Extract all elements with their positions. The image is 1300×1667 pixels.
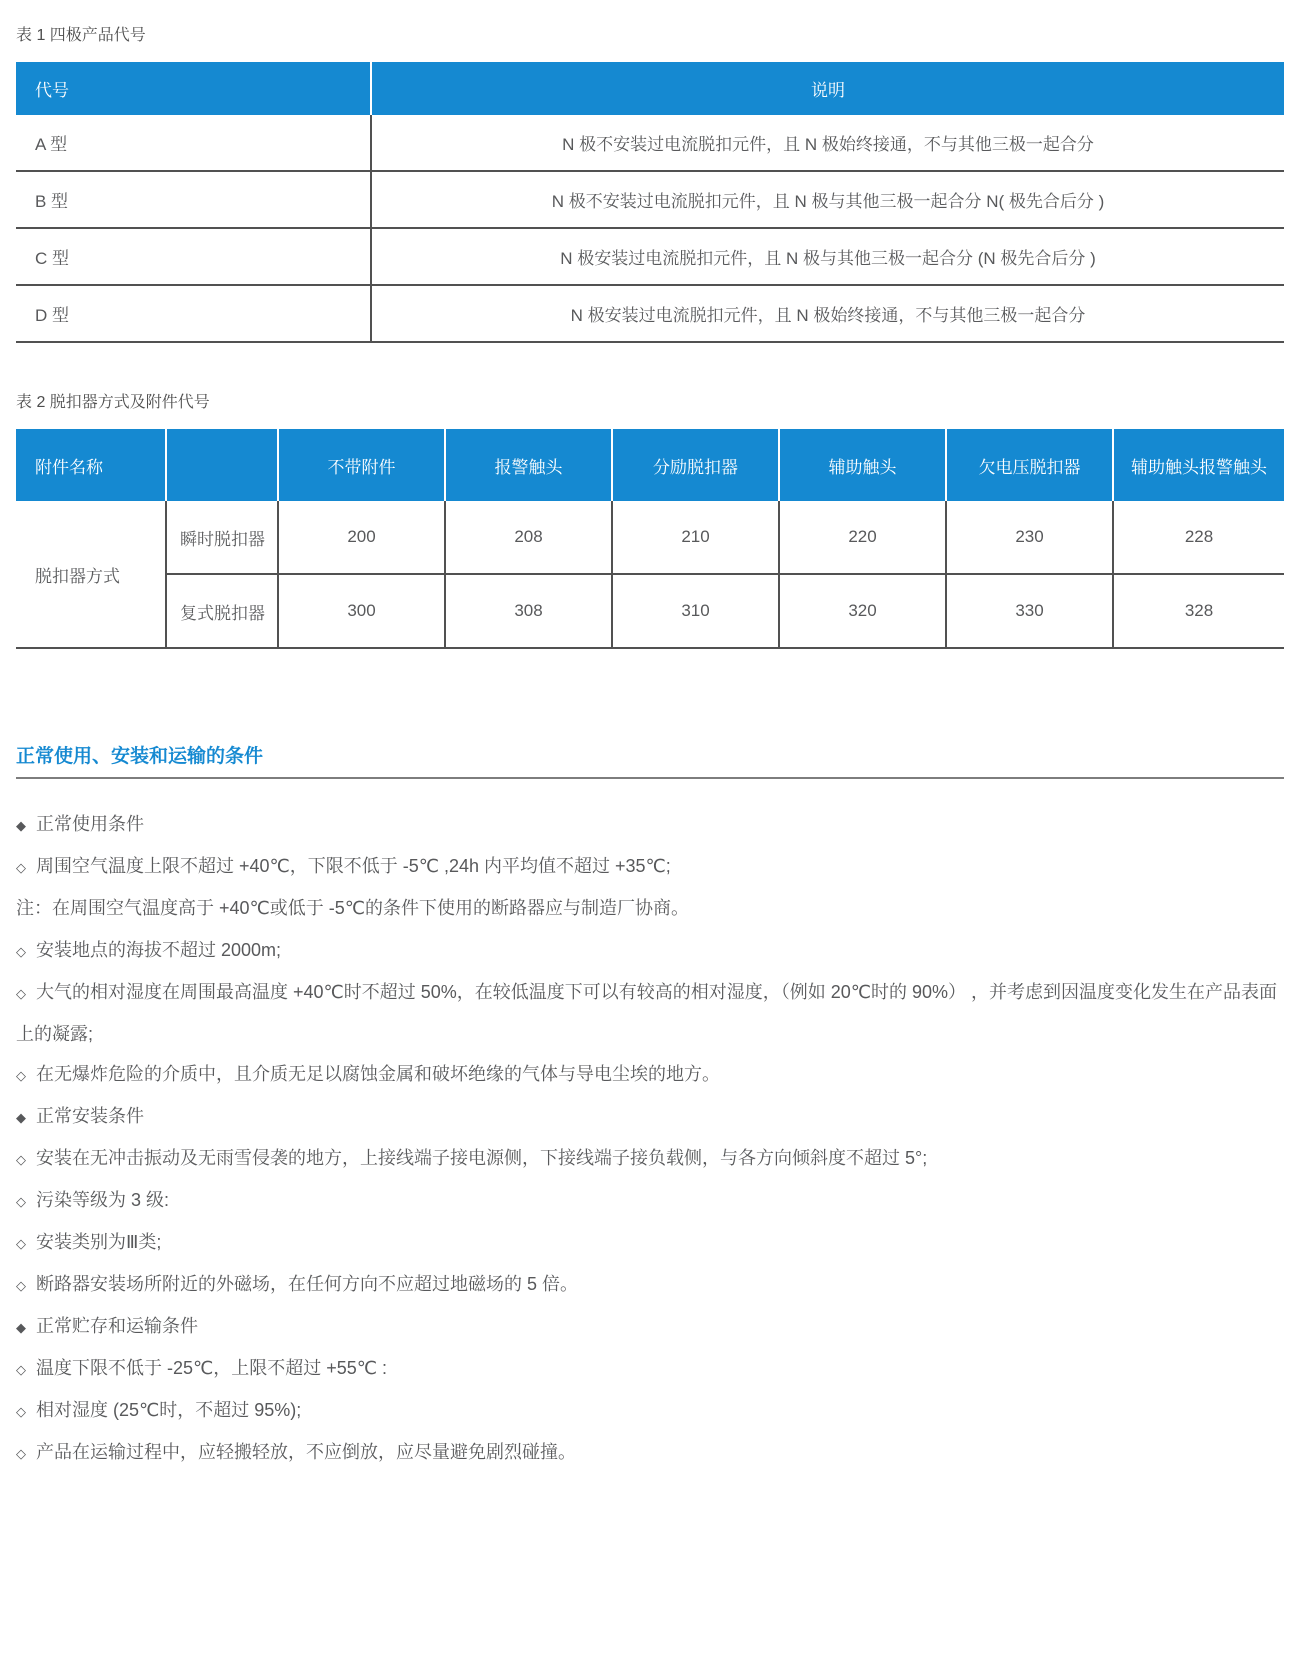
diamond-bullet: ◇ [16,1446,26,1461]
code-value: 308 [445,574,612,648]
condition-text: 产品在运输过程中，应轻搬轻放，不应倒放，应尽量避免剧烈碰撞。 [36,1442,576,1462]
type-desc-cell: N 极安装过电流脱扣元件，且 N 极始终接通，不与其他三极一起合分 [371,285,1284,342]
condition-text: 注：在周围空气温度高于 +40℃或低于 -5℃的条件下使用的断路器应与制造厂协商。 [16,898,689,918]
condition-text: 大气的相对湿度在周围最高温度 +40℃时不超过 50%，在较低温度下可以有较高的相对湿度，（例如 20℃时的 90%） ，并考虑到因温度变化发生在产品表面上的凝露; [16,982,1278,1044]
code-value: 330 [946,574,1113,648]
condition-line [16,1264,1284,1306]
table2-header-shunt-release: 分励脱扣器 [612,429,779,501]
section-heading: 正常使用、安装和运输的条件 [16,741,1284,779]
table2-header-aux-contact: 辅助触头 [779,429,946,501]
diamond-bullet: ◇ [16,1068,26,1083]
table1-header-desc: 说明 [371,62,1284,115]
table2-title: 表 2 脱扣器方式及附件代号 [16,394,210,411]
diamond-bullet: ◇ [16,1194,26,1209]
table-row [16,285,1284,342]
diamond-bullet: ◇ [16,1278,26,1293]
code-value: 320 [779,574,946,648]
condition-line [16,1054,1284,1096]
condition-line [16,1096,1284,1138]
table1-header-row [16,62,1284,115]
condition-text: 周围空气温度上限不超过 +40℃，下限不低于 -5℃ ,24h 内平均值不超过 +35℃; [36,856,671,876]
condition-text: 污染等级为 3 级: [36,1190,170,1210]
code-value: 328 [1113,574,1284,648]
condition-text: 安装地点的海拔不超过 2000m; [36,940,282,960]
condition-line [16,888,1284,930]
diamond-bullet: ◇ [16,860,26,875]
code-value: 230 [946,501,1113,574]
condition-text: 正常使用条件 [36,814,144,834]
type-code-cell: D 型 [16,285,371,342]
table2-header-undervoltage-release: 欠电压脱扣器 [946,429,1113,501]
condition-line [16,1348,1284,1390]
row-group-label: 脱扣器方式 [16,501,166,648]
table2-header-aux-alarm-contact: 辅助触头报警触头 [1113,429,1284,501]
diamond-bullet: ◆ [16,818,26,833]
condition-line [16,1222,1284,1264]
code-value: 208 [445,501,612,574]
condition-line [16,1390,1284,1432]
condition-line [16,1306,1284,1348]
condition-text: 正常贮存和运输条件 [36,1316,198,1336]
condition-text: 相对湿度 (25℃时，不超过 95%); [36,1400,302,1420]
table2-header-accessory-name: 附件名称 [16,429,166,501]
condition-line [16,972,1284,1054]
table-row [16,228,1284,285]
condition-line [16,930,1284,972]
table1-title: 表 1 四极产品代号 [16,27,146,44]
table-row [16,171,1284,228]
table2-header-blank [166,429,278,501]
condition-text: 在无爆炸危险的介质中，且介质无足以腐蚀金属和破坏绝缘的气体与导电尘埃的地方。 [36,1064,720,1084]
code-value: 200 [278,501,445,574]
type-desc-cell: N 极不安装过电流脱扣元件，且 N 极与其他三极一起合分 N( 极先合后分 ) [371,171,1284,228]
row-label: 瞬时脱扣器 [166,501,278,574]
type-code-cell: C 型 [16,228,371,285]
condition-text: 断路器安装场所附近的外磁场，在任何方向不应超过地磁场的 5 倍。 [36,1274,579,1294]
code-value: 220 [779,501,946,574]
type-code-cell: A 型 [16,115,371,171]
condition-line [16,1180,1284,1222]
table1-product-codes [16,62,1284,343]
diamond-bullet: ◆ [16,1320,26,1335]
diamond-bullet: ◇ [16,944,26,959]
diamond-bullet: ◆ [16,1110,26,1125]
diamond-bullet: ◇ [16,986,26,1001]
diamond-bullet: ◇ [16,1152,26,1167]
table-row [16,574,1284,648]
code-value: 228 [1113,501,1284,574]
diamond-bullet: ◇ [16,1404,26,1419]
diamond-bullet: ◇ [16,1236,26,1251]
condition-line [16,804,1284,846]
code-value: 210 [612,501,779,574]
type-desc-cell: N 极不安装过电流脱扣元件，且 N 极始终接通，不与其他三极一起合分 [371,115,1284,171]
condition-text: 安装在无冲击振动及无雨雪侵袭的地方，上接线端子接电源侧，下接线端子接负载侧，与各方向倾斜度不超过 5°; [36,1148,928,1168]
code-value: 310 [612,574,779,648]
condition-text: 温度下限不低于 -25℃，上限不超过 +55℃ : [36,1358,387,1378]
table-row [16,501,1284,574]
condition-line [16,846,1284,888]
condition-text: 正常安装条件 [36,1106,144,1126]
code-value: 300 [278,574,445,648]
conditions-list [16,804,1284,1474]
table1-header-code: 代号 [16,62,371,115]
row-label: 复式脱扣器 [166,574,278,648]
table2-header-row [16,429,1284,501]
table2-trip-unit-codes [16,429,1284,649]
table-row [16,115,1284,171]
table2-header-no-accessory: 不带附件 [278,429,445,501]
condition-text: 安装类别为Ⅲ类; [36,1232,162,1252]
condition-line [16,1138,1284,1180]
diamond-bullet: ◇ [16,1362,26,1377]
type-code-cell: B 型 [16,171,371,228]
type-desc-cell: N 极安装过电流脱扣元件，且 N 极与其他三极一起合分 (N 极先合后分 ) [371,228,1284,285]
condition-line [16,1432,1284,1474]
table2-header-alarm-contact: 报警触头 [445,429,612,501]
